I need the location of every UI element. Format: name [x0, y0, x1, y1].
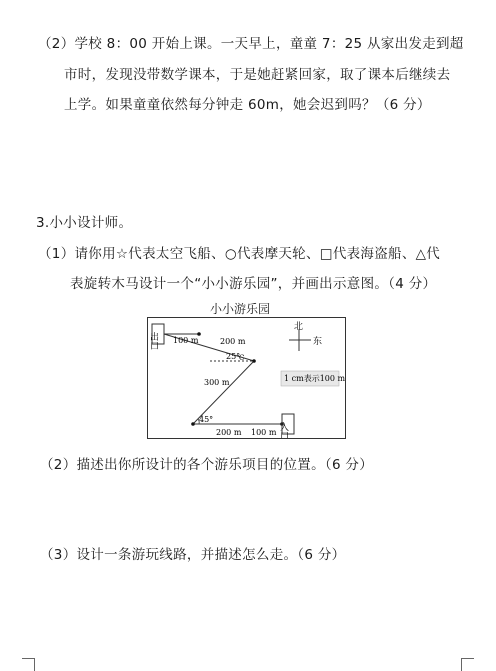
compass-north-label: 北	[294, 322, 304, 332]
entrance-label: 入口	[278, 422, 288, 438]
label-seg-exit: 100 m	[173, 336, 199, 345]
part-3-text: （3）设计一条游玩线路，并描述怎么走。（6 分）	[40, 547, 346, 563]
question-2-line-3: 上学。如果童童依然每分钟走 60m，她会迟到吗？（6 分）	[64, 97, 431, 113]
map-figure	[147, 317, 346, 439]
exit-label: 出口	[148, 332, 158, 350]
section-3-heading: 3.小小设计师。	[36, 215, 133, 231]
scale-label: 1 cm表示100 m	[284, 374, 345, 383]
label-seg-top: 200 m	[220, 337, 246, 346]
label-angle-top: 25°	[226, 352, 241, 361]
label-seg-diagonal: 300 m	[204, 378, 230, 387]
part-1-line-1: （1）请你用☆代表太空飞船、○代表摩天轮、□代表海盗船、△代	[38, 246, 441, 262]
page-corner-mark-right	[461, 658, 474, 671]
label-angle-bottom: 45°	[199, 415, 214, 424]
map-drawing	[148, 318, 345, 438]
part-2-text: （2）描述出你所设计的各个游乐项目的位置。（6 分）	[40, 457, 374, 473]
compass-east-label: 东	[313, 337, 323, 347]
map-title: 小小游乐园	[210, 302, 271, 316]
point-top	[252, 359, 256, 363]
label-angle-top-mark: C	[239, 354, 245, 362]
part-1-line-2: 表旋转木马设计一个“小小游乐园”，并画出示意图。（4 分）	[70, 276, 437, 292]
question-2-line-1: （2）学校 8：00 开始上课。一天早上，童童 7：25 从家出发走到超	[38, 36, 464, 52]
page-corner-mark-left	[22, 658, 35, 671]
point-bottom-left	[191, 422, 195, 426]
label-seg-entrance: 100 m	[251, 428, 277, 437]
question-2-line-2: 市时，发现没带数学课本，于是她赶紧回家，取了课本后继续去	[64, 67, 451, 83]
label-seg-bottom: 200 m	[216, 428, 242, 437]
